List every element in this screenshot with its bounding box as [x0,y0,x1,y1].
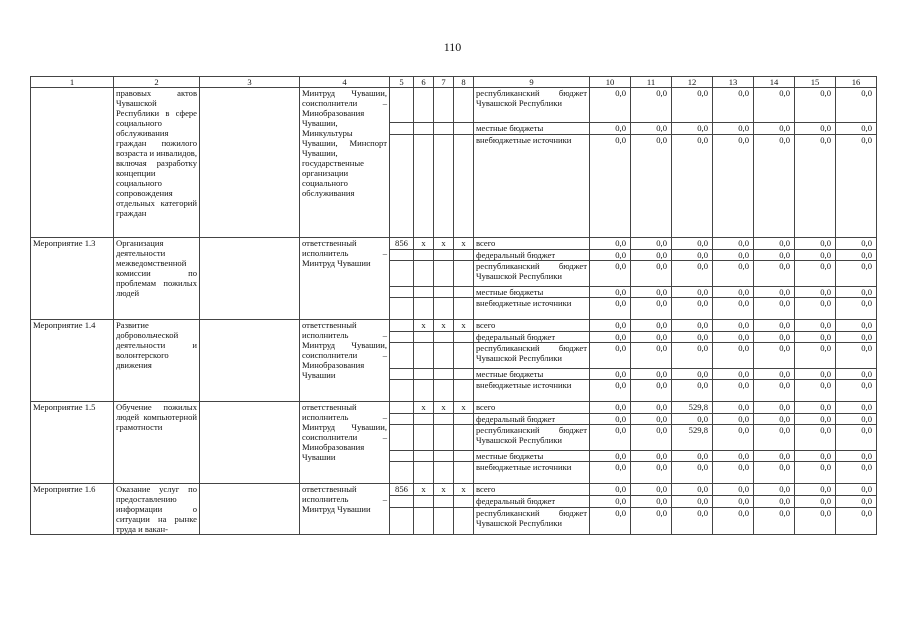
funding-value: 0,0 [631,135,672,238]
funding-value: 0,0 [836,238,877,250]
code-cell [414,496,434,507]
funding-value: 0,0 [631,369,672,380]
funding-value: 0,0 [754,332,795,343]
funding-source: местные бюджеты [474,123,590,135]
funding-value: 0,0 [836,261,877,287]
funding-value: 0,0 [713,298,754,320]
funding-value: 0,0 [836,343,877,369]
program-funding-table [30,76,877,535]
funding-source: местные бюджеты [474,369,590,380]
funding-value: 0,0 [795,425,836,451]
code-cell: x [434,484,454,496]
funding-value: 0,0 [631,496,672,507]
code-cell [454,496,474,507]
funding-value: 0,0 [795,320,836,332]
measure-col3 [200,238,300,320]
funding-value: 0,0 [631,332,672,343]
funding-value: 0,0 [795,462,836,484]
grbs-code [390,320,414,332]
code-cell [454,414,474,425]
funding-value: 0,0 [590,451,631,462]
funding-value: 0,0 [795,123,836,135]
measure-name: Организация деятельности межведомственной комиссии по проблемам пожилых людей [114,238,200,320]
funding-value: 0,0 [836,287,877,298]
code-cell [414,462,434,484]
code-cell [414,287,434,298]
column-number: 13 [713,77,754,88]
funding-source: республиканский бюджет Чувашской Республики [474,88,590,123]
code-cell [414,451,434,462]
code-cell [434,250,454,261]
column-number: 15 [795,77,836,88]
funding-source: федеральный бюджет [474,496,590,507]
funding-value: 0,0 [836,496,877,507]
funding-value: 0,0 [754,369,795,380]
funding-value: 0,0 [754,250,795,261]
funding-value: 0,0 [590,343,631,369]
funding-value: 0,0 [713,250,754,261]
measure-col3 [200,88,300,238]
funding-value: 0,0 [590,462,631,484]
funding-value: 0,0 [631,343,672,369]
code-cell: x [434,402,454,414]
code-cell [414,369,434,380]
funding-value: 0,0 [836,88,877,123]
funding-value: 0,0 [795,507,836,534]
funding-value: 0,0 [754,135,795,238]
column-number: 2 [114,77,200,88]
funding-value: 0,0 [590,425,631,451]
funding-value: 0,0 [795,414,836,425]
code-cell [414,123,434,135]
funding-value: 0,0 [754,298,795,320]
funding-value: 0,0 [795,88,836,123]
funding-value: 0,0 [836,135,877,238]
code-cell [454,298,474,320]
page-number: 110 [443,40,462,54]
code-cell [390,343,414,369]
funding-value: 0,0 [672,332,713,343]
code-cell [414,343,434,369]
code-cell [434,298,454,320]
funding-value: 0,0 [713,238,754,250]
code-cell [390,496,414,507]
funding-value: 0,0 [590,332,631,343]
funding-value: 0,0 [713,320,754,332]
funding-value: 0,0 [836,298,877,320]
funding-value: 0,0 [836,484,877,496]
funding-value: 0,0 [631,507,672,534]
grbs-code: 856 [390,238,414,250]
code-cell [434,380,454,402]
funding-value: 0,0 [672,484,713,496]
funding-value: 0,0 [590,496,631,507]
measure-name: Обучение пожилых людей компьютерной грамотности [114,402,200,484]
code-cell: x [454,402,474,414]
funding-value: 0,0 [590,414,631,425]
funding-value: 0,0 [672,343,713,369]
measure-label: Мероприятие 1.4 [31,320,114,402]
funding-value: 0,0 [672,261,713,287]
funding-value: 0,0 [754,88,795,123]
funding-value: 0,0 [754,402,795,414]
code-cell [414,380,434,402]
funding-value: 0,0 [836,123,877,135]
funding-value: 0,0 [795,369,836,380]
funding-value: 0,0 [713,332,754,343]
code-cell [414,414,434,425]
code-cell [434,135,454,238]
grbs-code: 856 [390,484,414,496]
measure-executor: ответственный исполнитель – Минтруд Чувашии, соисполнители – Минобразования Чувашии [300,320,390,402]
funding-value: 0,0 [631,402,672,414]
measure-name: Оказание услуг по предоставлению информации о ситуации на рынке труда и вакан- [114,484,200,535]
funding-value: 0,0 [795,135,836,238]
measure-label [31,88,114,238]
funding-value: 0,0 [672,238,713,250]
funding-source: республиканский бюджет Чувашской Республики [474,343,590,369]
funding-value: 0,0 [672,287,713,298]
code-cell [434,451,454,462]
funding-value: 0,0 [713,380,754,402]
code-cell [390,425,414,451]
funding-value: 0,0 [590,238,631,250]
funding-value: 0,0 [754,380,795,402]
column-number: 14 [754,77,795,88]
funding-value: 0,0 [836,250,877,261]
code-cell: x [454,238,474,250]
funding-value: 0,0 [631,484,672,496]
funding-value: 0,0 [590,369,631,380]
code-cell [434,425,454,451]
code-cell [454,507,474,534]
funding-source: республиканский бюджет Чувашской Республики [474,261,590,287]
funding-value: 0,0 [713,135,754,238]
funding-source: всего [474,320,590,332]
funding-value: 0,0 [631,451,672,462]
funding-value: 0,0 [713,414,754,425]
measure-col3 [200,484,300,535]
funding-value: 0,0 [836,402,877,414]
funding-source: всего [474,484,590,496]
funding-value: 0,0 [631,88,672,123]
code-cell [454,261,474,287]
funding-value: 0,0 [590,507,631,534]
funding-value: 0,0 [836,332,877,343]
funding-value: 529,8 [672,425,713,451]
funding-value: 0,0 [795,451,836,462]
measure-executor: ответственный исполнитель – Минтруд Чувашии [300,238,390,320]
column-number: 7 [434,77,454,88]
funding-value: 0,0 [836,369,877,380]
funding-value: 0,0 [754,320,795,332]
funding-value: 0,0 [795,250,836,261]
funding-value: 0,0 [836,425,877,451]
code-cell [390,380,414,402]
code-cell [454,343,474,369]
code-cell: x [454,484,474,496]
measure-executor: ответственный исполнитель – Минтруд Чувашии, соисполнители – Минобразования Чувашии [300,402,390,484]
code-cell [414,261,434,287]
code-cell: x [434,320,454,332]
code-cell [390,414,414,425]
funding-source: республиканский бюджет Чувашской Республики [474,507,590,534]
measure-name: Развитие добровольческой деятельности и волонтерского движения [114,320,200,402]
funding-value: 0,0 [672,320,713,332]
code-cell [414,250,434,261]
funding-value: 0,0 [672,496,713,507]
column-number: 10 [590,77,631,88]
funding-value: 0,0 [631,414,672,425]
funding-row [31,320,877,332]
funding-value: 0,0 [754,484,795,496]
code-cell [390,451,414,462]
funding-row [31,402,877,414]
code-cell [454,425,474,451]
funding-value: 0,0 [836,320,877,332]
funding-value: 0,0 [631,287,672,298]
funding-source: внебюджетные источники [474,462,590,484]
funding-value: 0,0 [590,320,631,332]
code-cell [434,496,454,507]
funding-value: 0,0 [590,135,631,238]
funding-value: 0,0 [713,484,754,496]
column-number: 1 [31,77,114,88]
code-cell [434,414,454,425]
code-cell [414,298,434,320]
column-number: 8 [454,77,474,88]
measure-name: правовых актов Чувашской Республики в сфере социального обслуживания граждан пожилого возраста и инвалидов, включая разработку концепции социального сопровождения отдельных категорий граждан [114,88,200,238]
funding-value: 0,0 [754,414,795,425]
column-number: 4 [300,77,390,88]
code-cell [434,261,454,287]
funding-value: 0,0 [713,261,754,287]
funding-value: 0,0 [672,298,713,320]
funding-value: 0,0 [795,402,836,414]
funding-value: 0,0 [631,380,672,402]
code-cell: x [414,320,434,332]
code-cell [454,88,474,123]
code-cell [454,287,474,298]
code-cell [390,507,414,534]
code-cell [390,369,414,380]
funding-value: 0,0 [713,402,754,414]
code-cell [390,261,414,287]
code-cell [390,287,414,298]
column-number: 6 [414,77,434,88]
code-cell [390,123,414,135]
funding-value: 0,0 [631,238,672,250]
code-cell [454,369,474,380]
code-cell [414,332,434,343]
funding-value: 0,0 [631,298,672,320]
funding-value: 0,0 [795,343,836,369]
funding-value: 0,0 [590,298,631,320]
funding-value: 0,0 [631,320,672,332]
code-cell [434,369,454,380]
measure-label: Мероприятие 1.6 [31,484,114,535]
funding-row [31,484,877,496]
column-number: 9 [474,77,590,88]
funding-value: 529,8 [672,402,713,414]
funding-value: 0,0 [631,250,672,261]
funding-value: 0,0 [590,261,631,287]
funding-source: внебюджетные источники [474,298,590,320]
funding-value: 0,0 [836,507,877,534]
funding-source: федеральный бюджет [474,250,590,261]
measure-label: Мероприятие 1.5 [31,402,114,484]
funding-value: 0,0 [754,462,795,484]
funding-value: 0,0 [631,462,672,484]
funding-value: 0,0 [754,451,795,462]
funding-value: 0,0 [795,238,836,250]
funding-value: 0,0 [713,369,754,380]
funding-value: 0,0 [754,123,795,135]
code-cell [414,425,434,451]
code-cell [454,380,474,402]
code-cell [390,250,414,261]
funding-value: 0,0 [836,462,877,484]
funding-value: 0,0 [754,425,795,451]
code-cell [434,287,454,298]
funding-value: 0,0 [590,250,631,261]
column-number: 11 [631,77,672,88]
funding-value: 0,0 [795,380,836,402]
column-number: 16 [836,77,877,88]
code-cell [390,462,414,484]
funding-value: 0,0 [754,287,795,298]
funding-source: всего [474,238,590,250]
code-cell [454,451,474,462]
funding-value: 0,0 [795,496,836,507]
code-cell [390,298,414,320]
funding-value: 0,0 [713,507,754,534]
code-cell [414,507,434,534]
grbs-code [390,88,414,123]
code-cell [434,123,454,135]
funding-value: 0,0 [590,88,631,123]
funding-source: всего [474,402,590,414]
column-number-row [31,77,877,88]
funding-value: 0,0 [836,451,877,462]
funding-value: 0,0 [713,451,754,462]
funding-value: 0,0 [631,425,672,451]
funding-value: 0,0 [713,123,754,135]
funding-value: 0,0 [713,287,754,298]
funding-value: 0,0 [590,123,631,135]
funding-value: 0,0 [631,123,672,135]
code-cell [434,343,454,369]
funding-value: 0,0 [836,414,877,425]
funding-source: внебюджетные источники [474,135,590,238]
code-cell [434,462,454,484]
measure-col3 [200,402,300,484]
funding-value: 0,0 [795,332,836,343]
funding-value: 0,0 [713,496,754,507]
funding-value: 0,0 [631,261,672,287]
funding-value: 0,0 [754,261,795,287]
funding-value: 0,0 [672,135,713,238]
funding-value: 0,0 [713,462,754,484]
funding-row [31,238,877,250]
column-number: 12 [672,77,713,88]
funding-value: 0,0 [795,484,836,496]
funding-value: 0,0 [672,414,713,425]
funding-source: республиканский бюджет Чувашской Республики [474,425,590,451]
code-cell [454,332,474,343]
funding-value: 0,0 [754,343,795,369]
code-cell [434,507,454,534]
funding-value: 0,0 [713,343,754,369]
funding-value: 0,0 [713,88,754,123]
funding-value: 0,0 [672,462,713,484]
funding-source: федеральный бюджет [474,332,590,343]
measure-executor: ответственный исполнитель – Минтруд Чувашии [300,484,390,535]
funding-value: 0,0 [795,287,836,298]
code-cell: x [434,238,454,250]
measure-executor: Минтруд Чувашии, соисполнители – Минобразования Чувашии, Минкультуры Чувашии, Минспорт Чувашии, государственные организации социального обслуживания [300,88,390,238]
funding-source: местные бюджеты [474,287,590,298]
code-cell [454,135,474,238]
code-cell: x [414,402,434,414]
funding-value: 0,0 [754,496,795,507]
column-number: 3 [200,77,300,88]
code-cell [390,332,414,343]
code-cell [434,88,454,123]
funding-value: 0,0 [754,507,795,534]
measure-label: Мероприятие 1.3 [31,238,114,320]
funding-value: 0,0 [590,380,631,402]
funding-value: 0,0 [672,88,713,123]
funding-source: внебюджетные источники [474,380,590,402]
funding-value: 0,0 [795,298,836,320]
funding-value: 0,0 [836,380,877,402]
code-cell: x [414,238,434,250]
funding-value: 0,0 [795,261,836,287]
funding-row [31,88,877,123]
funding-source: федеральный бюджет [474,414,590,425]
grbs-code [390,402,414,414]
funding-value: 0,0 [590,287,631,298]
funding-source: местные бюджеты [474,451,590,462]
column-number: 5 [390,77,414,88]
funding-value: 0,0 [672,507,713,534]
code-cell [454,123,474,135]
code-cell [414,88,434,123]
funding-value: 0,0 [672,451,713,462]
funding-value: 0,0 [754,238,795,250]
code-cell [414,135,434,238]
funding-value: 0,0 [590,484,631,496]
code-cell [434,332,454,343]
code-cell: x [454,320,474,332]
code-cell [454,462,474,484]
funding-value: 0,0 [672,380,713,402]
funding-value: 0,0 [672,250,713,261]
code-cell: x [414,484,434,496]
code-cell [390,135,414,238]
funding-value: 0,0 [672,369,713,380]
funding-value: 0,0 [713,425,754,451]
code-cell [454,250,474,261]
funding-value: 0,0 [590,402,631,414]
table-body [31,88,877,535]
measure-col3 [200,320,300,402]
funding-value: 0,0 [672,123,713,135]
